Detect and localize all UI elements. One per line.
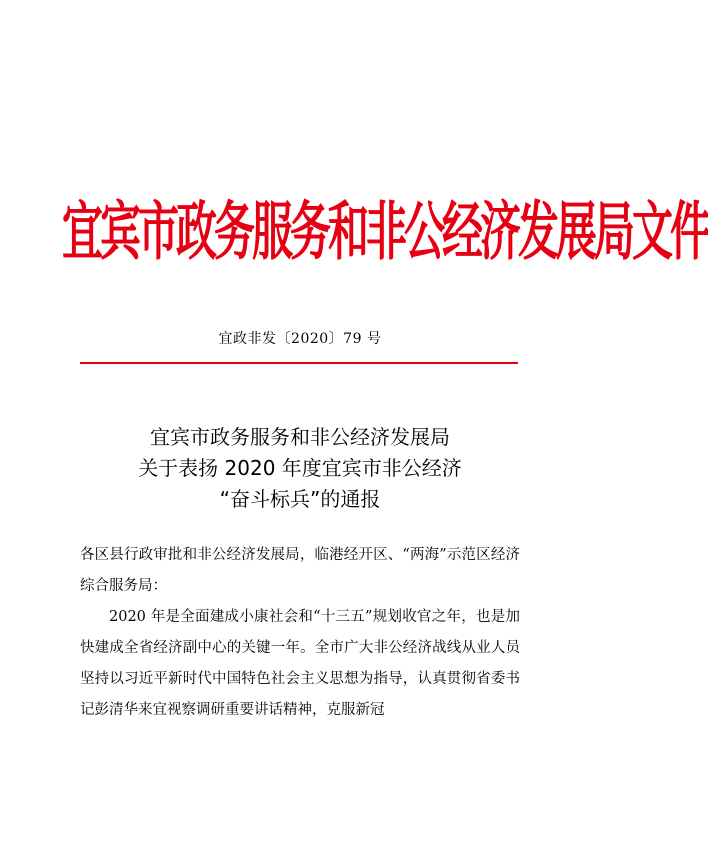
notice-title xyxy=(0,422,600,515)
notice-title-line-2: 关于表扬 2020 年度宜宾市非公经济 xyxy=(138,456,462,480)
notice-title-line-3: “奋斗标兵”的通报 xyxy=(219,487,381,511)
document-body xyxy=(80,540,520,726)
document-number: 宜政非发〔2020〕79 号 xyxy=(218,331,382,347)
document-header-title: 宜宾市政务服务和非公经济发展局文件 xyxy=(62,194,708,270)
red-divider-line xyxy=(80,362,518,364)
recipients-paragraph: 各区县行政审批和非公经济发展局，临港经开区、“两海”示范区经济综合服务局： xyxy=(80,547,520,594)
body-paragraph: 2020 年是全面建成小康社会和“十三五”规划收官之年，也是加快建成全省经济副中心的关键一年。全市广大非公经济战线从业人员坚持以习近平新时代中国特色社会主义思想为指导，认真贯彻省委书记彭清华来宜视察调研重要讲话精神，克服新冠 xyxy=(80,609,520,718)
notice-title-line-1: 宜宾市政务服务和非公经济发展局 xyxy=(150,425,450,449)
